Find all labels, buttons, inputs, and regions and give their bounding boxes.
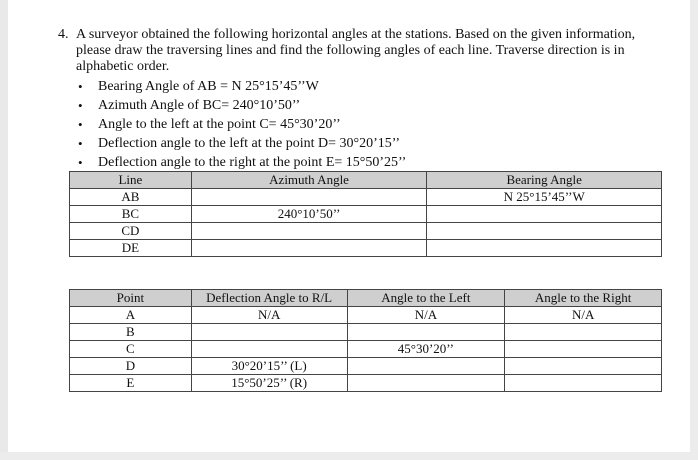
table-row (70, 358, 662, 375)
column-header-angle-left: Angle to the Left (347, 290, 505, 307)
given-item: • Angle to the left at the point C= 45°30’20’’ (76, 115, 636, 134)
angle-left-cell: 45°30’20’’ (347, 341, 505, 358)
line-cell: CD (70, 223, 192, 240)
bottom-border (0, 452, 698, 460)
line-cell: BC (70, 206, 192, 223)
table-row (70, 189, 662, 206)
given-item: • Azimuth Angle of BC= 240°10’50’’ (76, 96, 636, 115)
azimuth-cell (191, 189, 427, 206)
angle-left-cell (347, 375, 505, 392)
column-header-bearing: Bearing Angle (427, 172, 662, 189)
question-block (58, 27, 636, 172)
point-cell: D (70, 358, 192, 375)
given-item: • Deflection angle to the left at the point D= 30°20’15’’ (76, 134, 636, 153)
question-number: 4. (58, 27, 69, 42)
deflection-cell: 15°50’25’’ (R) (191, 375, 347, 392)
deflection-cell (191, 341, 347, 358)
column-header-deflection: Deflection Angle to R/L (191, 290, 347, 307)
angle-right-cell (505, 341, 662, 358)
table-row (70, 240, 662, 257)
table-row (70, 324, 662, 341)
angle-left-cell: N/A (347, 307, 505, 324)
angle-right-cell (505, 375, 662, 392)
table-row (70, 341, 662, 358)
deflection-cell: N/A (191, 307, 347, 324)
column-header-point: Point (70, 290, 192, 307)
angle-right-cell (505, 324, 662, 341)
line-cell: DE (70, 240, 192, 257)
given-item: • Deflection angle to the right at the point E= 15°50’25’’ (76, 153, 636, 172)
table-row (70, 307, 662, 324)
question-text: A surveyor obtained the following horizontal angles at the stations. Based on the given information, please draw the traversing lines and find the following angles of each line. Traverse direction is in alphabetic order. (76, 27, 636, 74)
angle-right-cell: N/A (505, 307, 662, 324)
bearing-cell (427, 240, 662, 257)
deflection-cell (191, 324, 347, 341)
table-row (70, 375, 662, 392)
table-row (70, 223, 662, 240)
angle-right-cell (505, 358, 662, 375)
azimuth-cell: 240°10’50’’ (191, 206, 427, 223)
azimuth-cell (191, 240, 427, 257)
angle-left-cell (347, 324, 505, 341)
given-item: • Bearing Angle of AB = N 25°15’45’’W (76, 77, 636, 96)
bearing-cell (427, 206, 662, 223)
bearing-cell (427, 223, 662, 240)
point-cell: C (70, 341, 192, 358)
column-header-line: Line (70, 172, 192, 189)
point-cell: E (70, 375, 192, 392)
line-angles-table (69, 171, 662, 257)
line-cell: AB (70, 189, 192, 206)
point-cell: B (70, 324, 192, 341)
point-angles-table (69, 289, 662, 392)
table-row (70, 206, 662, 223)
table-header-row (70, 172, 662, 189)
column-header-azimuth: Azimuth Angle (191, 172, 427, 189)
table-header-row (70, 290, 662, 307)
right-border (690, 0, 698, 460)
bearing-cell: N 25°15’45’’W (427, 189, 662, 206)
deflection-cell: 30°20’15’’ (L) (191, 358, 347, 375)
left-border (0, 0, 8, 460)
angle-left-cell (347, 358, 505, 375)
column-header-angle-right: Angle to the Right (505, 290, 662, 307)
given-data-list (76, 77, 636, 172)
azimuth-cell (191, 223, 427, 240)
point-cell: A (70, 307, 192, 324)
